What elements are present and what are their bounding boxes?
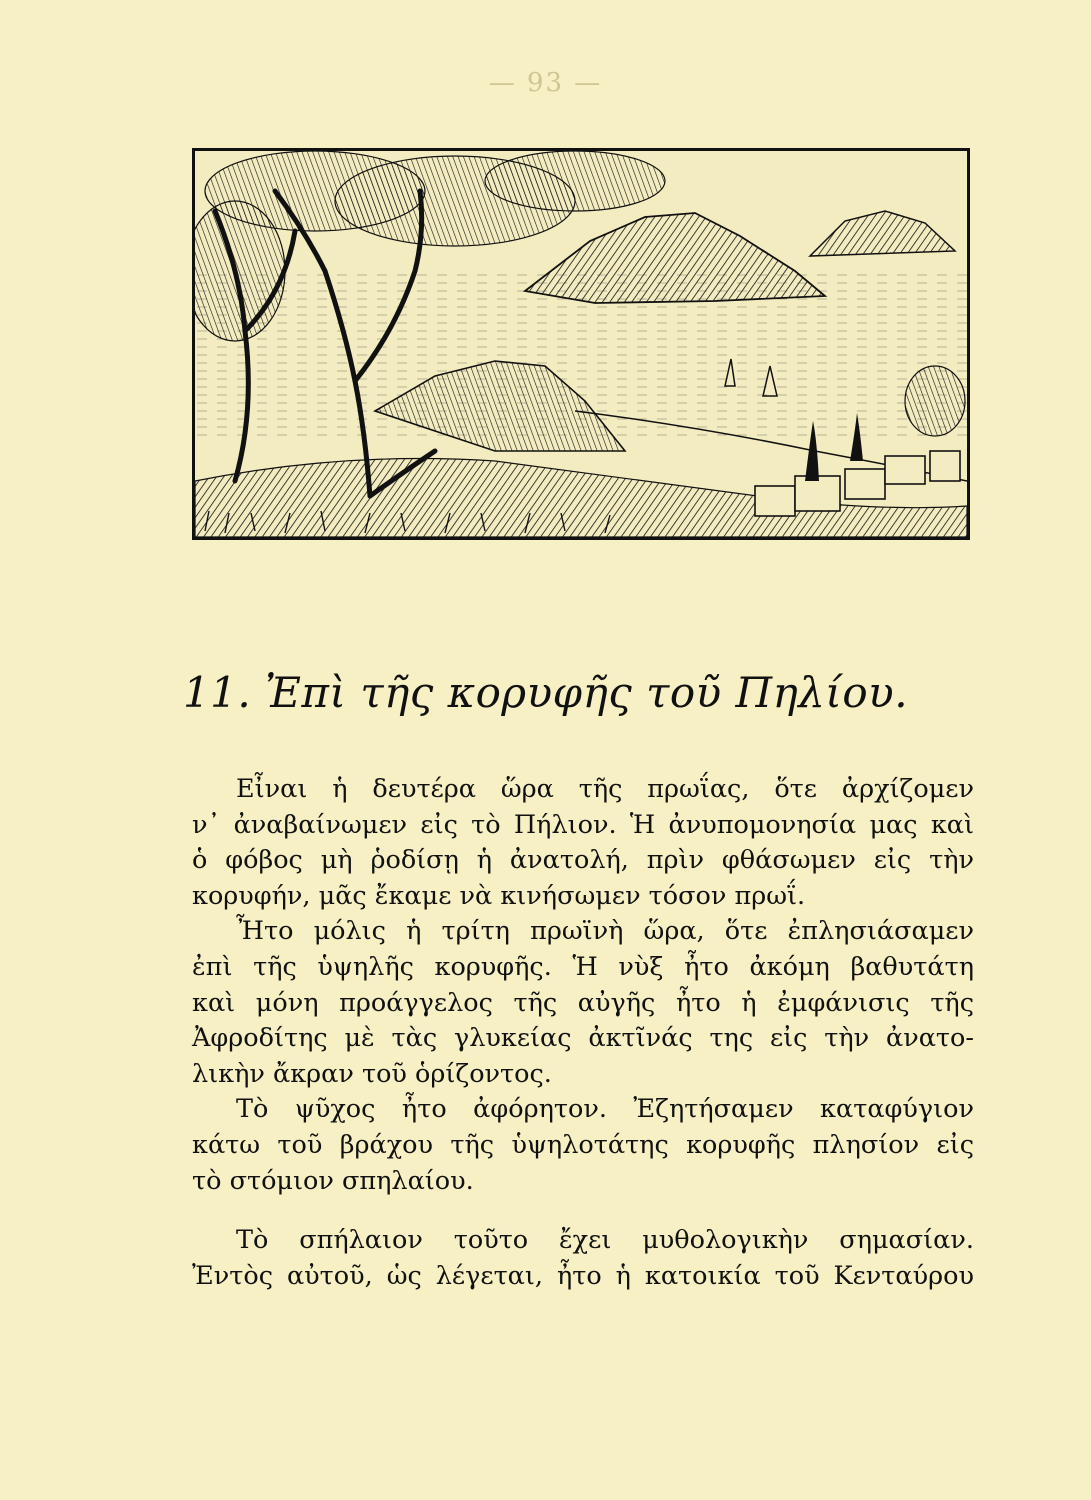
text-line: Ἀφροδίτης μὲ τὰς γλυκείας ἀκτῖνάς της εἰς τὴν ἀνατο- [192, 1023, 974, 1054]
text-line: Ἦτο μόλις ἡ τρίτη πρωϊνὴ ὥρα, ὅτε ἐπλησιάσαμεν [236, 916, 974, 947]
paragraph [192, 772, 974, 914]
text-line: λικὴν ἄκραν τοῦ ὁρίζοντος. [192, 1058, 552, 1089]
paragraph [192, 914, 974, 1092]
paragraph [192, 1092, 974, 1199]
body-text [192, 772, 974, 1294]
landscape-illustration [192, 148, 970, 540]
chapter-title: 11. Ἐπὶ τῆς κορυφῆς τοῦ Πηλίου. [182, 668, 909, 717]
page-number: — 93 — [488, 68, 603, 98]
paragraph [192, 1223, 974, 1294]
text-line: ἐπὶ τῆς ὑψηλῆς κορυφῆς. Ἡ νὺξ ἦτο ἀκόμη βαθυτάτη [192, 951, 974, 982]
landscape-woodcut-icon [195, 151, 967, 537]
text-line: Εἶναι ἡ δευτέρα ὥρα τῆς πρωΐας, ὅτε ἀρχίζομεν [236, 774, 974, 804]
text-line: Τὸ σπήλαιον τοῦτο ἔχει μυθολογικὴν σημασίαν. [236, 1225, 974, 1256]
text-line: ν᾿ ἀναβαίνωμεν εἰς τὸ Πήλιον. Ἡ ἀνυπομονησία μας καὶ [192, 809, 974, 840]
text-line: κορυφήν, μᾶς ἔκαμε νὰ κινήσωμεν τόσον πρωΐ. [192, 880, 806, 911]
text-line: Τὸ ψῦχος ἦτο ἀφόρητον. Ἐζητήσαμεν καταφύγιον [236, 1094, 974, 1125]
text-line: καὶ μόνη προάγγελος τῆς αὐγῆς ἦτο ἡ ἐμφάνισις τῆς [192, 987, 974, 1018]
text-line: Ἐντὸς αὐτοῦ, ὡς λέγεται, ἦτο ἡ κατοικία τοῦ Κενταύρου [192, 1260, 974, 1291]
text-line: ὁ φόβος μὴ ῥοδίσῃ ἡ ἀνατολή, πρὶν φθάσωμεν εἰς τὴν [192, 845, 974, 876]
text-line: κάτω τοῦ βράχου τῆς ὑψηλοτάτης κορυφῆς πλησίον εἰς [192, 1129, 974, 1160]
text-line: τὸ στόμιον σπηλαίου. [192, 1165, 474, 1196]
